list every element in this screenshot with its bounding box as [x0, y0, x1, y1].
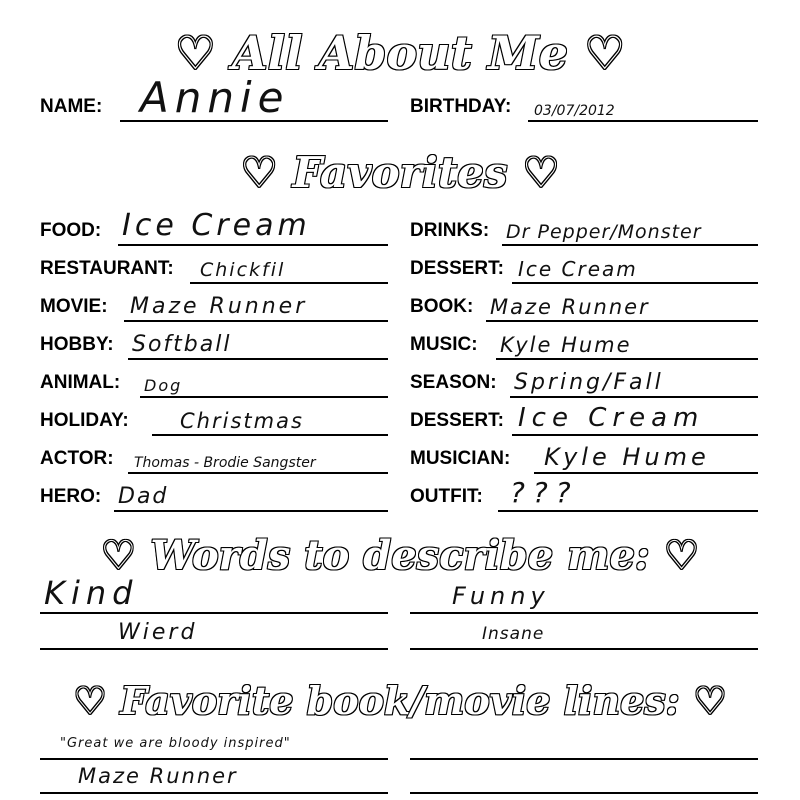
fav-value[interactable]: Spring/Fall	[514, 370, 664, 395]
heart-icon: ♡	[692, 678, 728, 723]
fav-row-movie	[40, 292, 388, 322]
fav-line	[114, 510, 388, 512]
birthday-line	[528, 120, 758, 122]
fav-row-dessert-2	[410, 403, 758, 436]
fav-line	[118, 244, 388, 246]
heart-icon: ♡	[240, 148, 278, 197]
fav-value[interactable]: Kyle Hume	[500, 333, 632, 357]
fav-value[interactable]: ???	[510, 476, 579, 509]
words-line	[410, 612, 758, 614]
name-label: NAME:	[40, 96, 103, 117]
fav-value[interactable]: Maze Runner	[490, 295, 650, 319]
fav-label: RESTAURANT:	[40, 258, 174, 279]
fav-line	[534, 472, 758, 474]
fav-value[interactable]: Dog	[144, 376, 183, 395]
fav-value[interactable]: Chickfil	[200, 259, 286, 281]
fav-row-music	[410, 330, 758, 360]
fav-line	[140, 396, 388, 398]
fav-value[interactable]: Kyle Hume	[544, 443, 710, 471]
words-line	[410, 648, 758, 650]
fav-label: MUSICIAN:	[410, 448, 511, 469]
words-line	[40, 648, 388, 650]
title-heading	[0, 26, 800, 80]
lines-line	[410, 758, 758, 760]
word-value[interactable]: Wierd	[118, 620, 198, 645]
fav-row-hero	[40, 482, 388, 512]
fav-value[interactable]: Ice Cream	[518, 257, 638, 281]
fav-label: FOOD:	[40, 220, 102, 241]
fav-row-musician	[410, 444, 758, 474]
lines-heading	[0, 678, 800, 723]
birthday-value[interactable]: 03/07/2012	[534, 103, 615, 119]
quote-value[interactable]: "Great we are bloody inspired"	[60, 736, 291, 751]
heart-icon: ♡	[522, 148, 560, 197]
fav-value[interactable]: Thomas - Brodie Sangster	[134, 455, 316, 471]
favorites-text: Favorites	[292, 148, 508, 197]
fav-label: ACTOR:	[40, 448, 114, 469]
heart-icon: ♡	[100, 532, 137, 579]
fav-label: SEASON:	[410, 372, 497, 393]
word-value[interactable]: Funny	[452, 582, 550, 610]
fav-label: DESSERT:	[410, 258, 504, 279]
heart-icon: ♡	[584, 26, 626, 80]
fav-line	[502, 244, 758, 246]
lines-line	[40, 758, 388, 760]
fav-line	[512, 282, 758, 284]
fav-line	[510, 396, 758, 398]
lines-line	[410, 792, 758, 794]
heart-icon: ♡	[663, 532, 700, 579]
fav-line	[124, 320, 388, 322]
fav-label: HOBBY:	[40, 334, 114, 355]
fav-row-holiday	[40, 406, 388, 436]
fav-row-restaurant	[40, 254, 388, 284]
fav-row-hobby	[40, 330, 388, 360]
fav-value[interactable]: Softball	[132, 332, 232, 357]
fav-row-book	[410, 292, 758, 322]
fav-value[interactable]: Maze Runner	[130, 294, 308, 319]
fav-row-animal	[40, 368, 388, 398]
fav-row-dessert	[410, 254, 758, 284]
birthday-label: BIRTHDAY:	[410, 96, 512, 117]
heart-icon: ♡	[174, 26, 216, 80]
fav-line	[512, 434, 758, 436]
fav-row-drinks	[410, 216, 758, 246]
favorites-heading	[0, 148, 800, 197]
words-text: Words to describe me:	[150, 532, 650, 579]
fav-line	[486, 320, 758, 322]
fav-line	[128, 472, 388, 474]
fav-line	[190, 282, 388, 284]
fav-value[interactable]: Ice Cream	[518, 403, 705, 433]
fav-label: OUTFIT:	[410, 486, 483, 507]
fav-label: ANIMAL:	[40, 372, 121, 393]
words-heading	[0, 532, 800, 579]
fav-label: DESSERT:	[410, 410, 504, 431]
fav-label: HERO:	[40, 486, 102, 507]
title-text: All About Me	[231, 26, 569, 80]
lines-line	[40, 792, 388, 794]
fav-row-season	[410, 368, 758, 398]
heart-icon: ♡	[72, 678, 108, 723]
fav-value[interactable]: Dad	[118, 484, 169, 509]
fav-row-actor	[40, 444, 388, 474]
fav-value[interactable]: Ice Cream	[122, 208, 311, 243]
fav-line	[152, 434, 388, 436]
fav-label: BOOK:	[410, 296, 474, 317]
words-line	[40, 612, 388, 614]
fav-label: MOVIE:	[40, 296, 108, 317]
fav-row-food	[40, 208, 388, 246]
fav-line	[128, 358, 388, 360]
lines-text: Favorite book/movie lines:	[120, 678, 680, 723]
fav-value[interactable]: Dr Pepper/Monster	[506, 221, 702, 243]
name-value[interactable]: Annie	[140, 73, 290, 122]
fav-label: MUSIC:	[410, 334, 478, 355]
fav-label: HOLIDAY:	[40, 410, 129, 431]
fav-line	[496, 358, 758, 360]
word-value[interactable]: Insane	[482, 624, 545, 644]
fav-row-outfit	[410, 476, 758, 512]
fav-label: DRINKS:	[410, 220, 490, 241]
name-row	[40, 73, 388, 122]
fav-value[interactable]: Christmas	[180, 409, 304, 433]
word-value[interactable]: Kind	[44, 574, 139, 612]
fav-line	[498, 510, 758, 512]
birthday-row	[410, 92, 758, 122]
quote-source[interactable]: Maze Runner	[78, 764, 238, 788]
